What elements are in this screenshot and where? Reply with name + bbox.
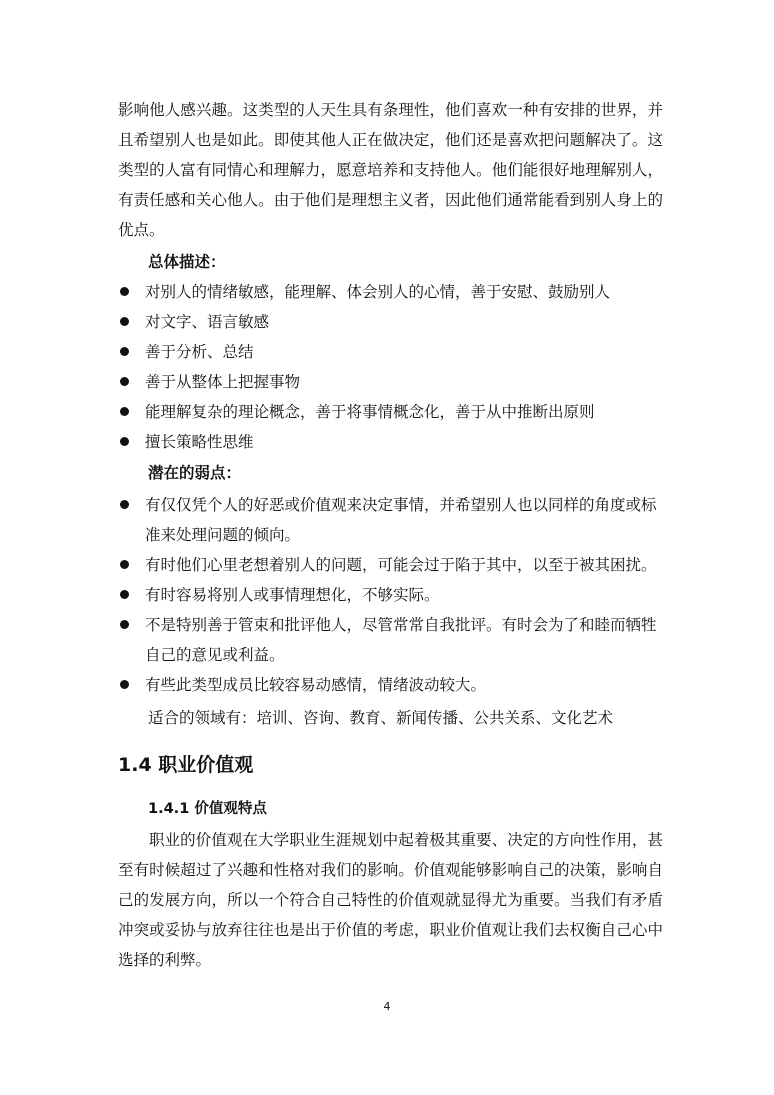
list-item-text: 擅长策略性思维	[145, 433, 254, 451]
section-body-paragraph: 职业的价值观在大学职业生涯规划中起着极其重要、决定的方向性作用，甚至有时候超过了兴趣和性格对我们的影响。价值观能够影响自己的决策，影响自己的发展方向，所以一个符合自己特性的价值观就显得尤为重要。当我们有矛盾冲突或妥协与放弃往往也是出于价值的考虑，职业价值观让我们去权衡自己心中选择的利弊。	[118, 831, 663, 969]
list-item	[118, 580, 663, 610]
list-item	[118, 337, 663, 367]
list-item	[118, 610, 663, 670]
list-item	[118, 397, 663, 427]
bullet-icon	[120, 437, 129, 446]
list-item	[118, 670, 663, 700]
bullet-icon	[120, 680, 129, 689]
list-item	[118, 307, 663, 337]
bullet-icon	[120, 317, 129, 326]
list-item-text: 有仅仅凭个人的好恶或价值观来决定事情，并希望别人也以同样的角度或标准来处理问题的倾向。	[145, 496, 657, 544]
potential-weakness-heading: 潜在的弱点：	[148, 463, 242, 482]
list-item-text: 有时他们心里老想着别人的问题，可能会过于陷于其中，以至于被其困扰。	[145, 556, 657, 574]
subsection-title: 1.4.1 价值观特点	[148, 801, 267, 817]
list-item-text: 能理解复杂的理论概念，善于将事情概念化，善于从中推断出原则	[145, 403, 595, 421]
list-item	[118, 550, 663, 580]
bullet-icon	[120, 377, 129, 386]
suitable-fields-text: 适合的领域有：培训、咨询、教育、新闻传播、公共关系、文化艺术	[148, 709, 614, 727]
list-item	[118, 367, 663, 397]
list-item-text: 有时容易将别人或事情理想化，不够实际。	[145, 586, 440, 604]
bullet-icon	[120, 560, 129, 569]
list-item-text: 不是特别善于管束和批评他人，尽管常常自我批评。有时会为了和睦而牺牲自己的意见或利益。	[145, 616, 657, 664]
list-item	[118, 490, 663, 550]
page-number: 4	[383, 1000, 391, 1013]
section-title: 1.4 职业价值观	[118, 754, 254, 776]
intro-paragraph: 影响他人感兴趣。这类型的人天生具有条理性，他们喜欢一种有安排的世界，并且希望别人也是如此。即使其他人正在做决定，他们还是喜欢把问题解决了。这类型的人富有同情心和理解力，愿意培养和支持他人。他们能很好地理解别人，有责任感和关心他人。由于他们是理想主义者，因此他们通常能看到别人身上的优点。	[118, 101, 663, 239]
overall-description-heading: 总体描述：	[148, 252, 226, 271]
list-item-text: 善于分析、总结	[145, 343, 254, 361]
list-item-text: 对文字、语言敏感	[145, 313, 270, 331]
bullet-icon	[120, 347, 129, 356]
list-item	[118, 427, 663, 457]
list-item	[118, 277, 663, 307]
potential-weakness-list	[118, 490, 663, 700]
bullet-icon	[120, 407, 129, 416]
list-item-text: 有些此类型成员比较容易动感情，情绪波动较大。	[145, 676, 487, 694]
bullet-icon	[120, 287, 129, 296]
list-item-text: 对别人的情绪敏感，能理解、体会别人的心情，善于安慰、鼓励别人	[145, 283, 611, 301]
list-item-text: 善于从整体上把握事物	[145, 373, 301, 391]
overall-description-list	[118, 277, 663, 457]
bullet-icon	[120, 590, 129, 599]
bullet-icon	[120, 500, 129, 509]
bullet-icon	[120, 620, 129, 629]
